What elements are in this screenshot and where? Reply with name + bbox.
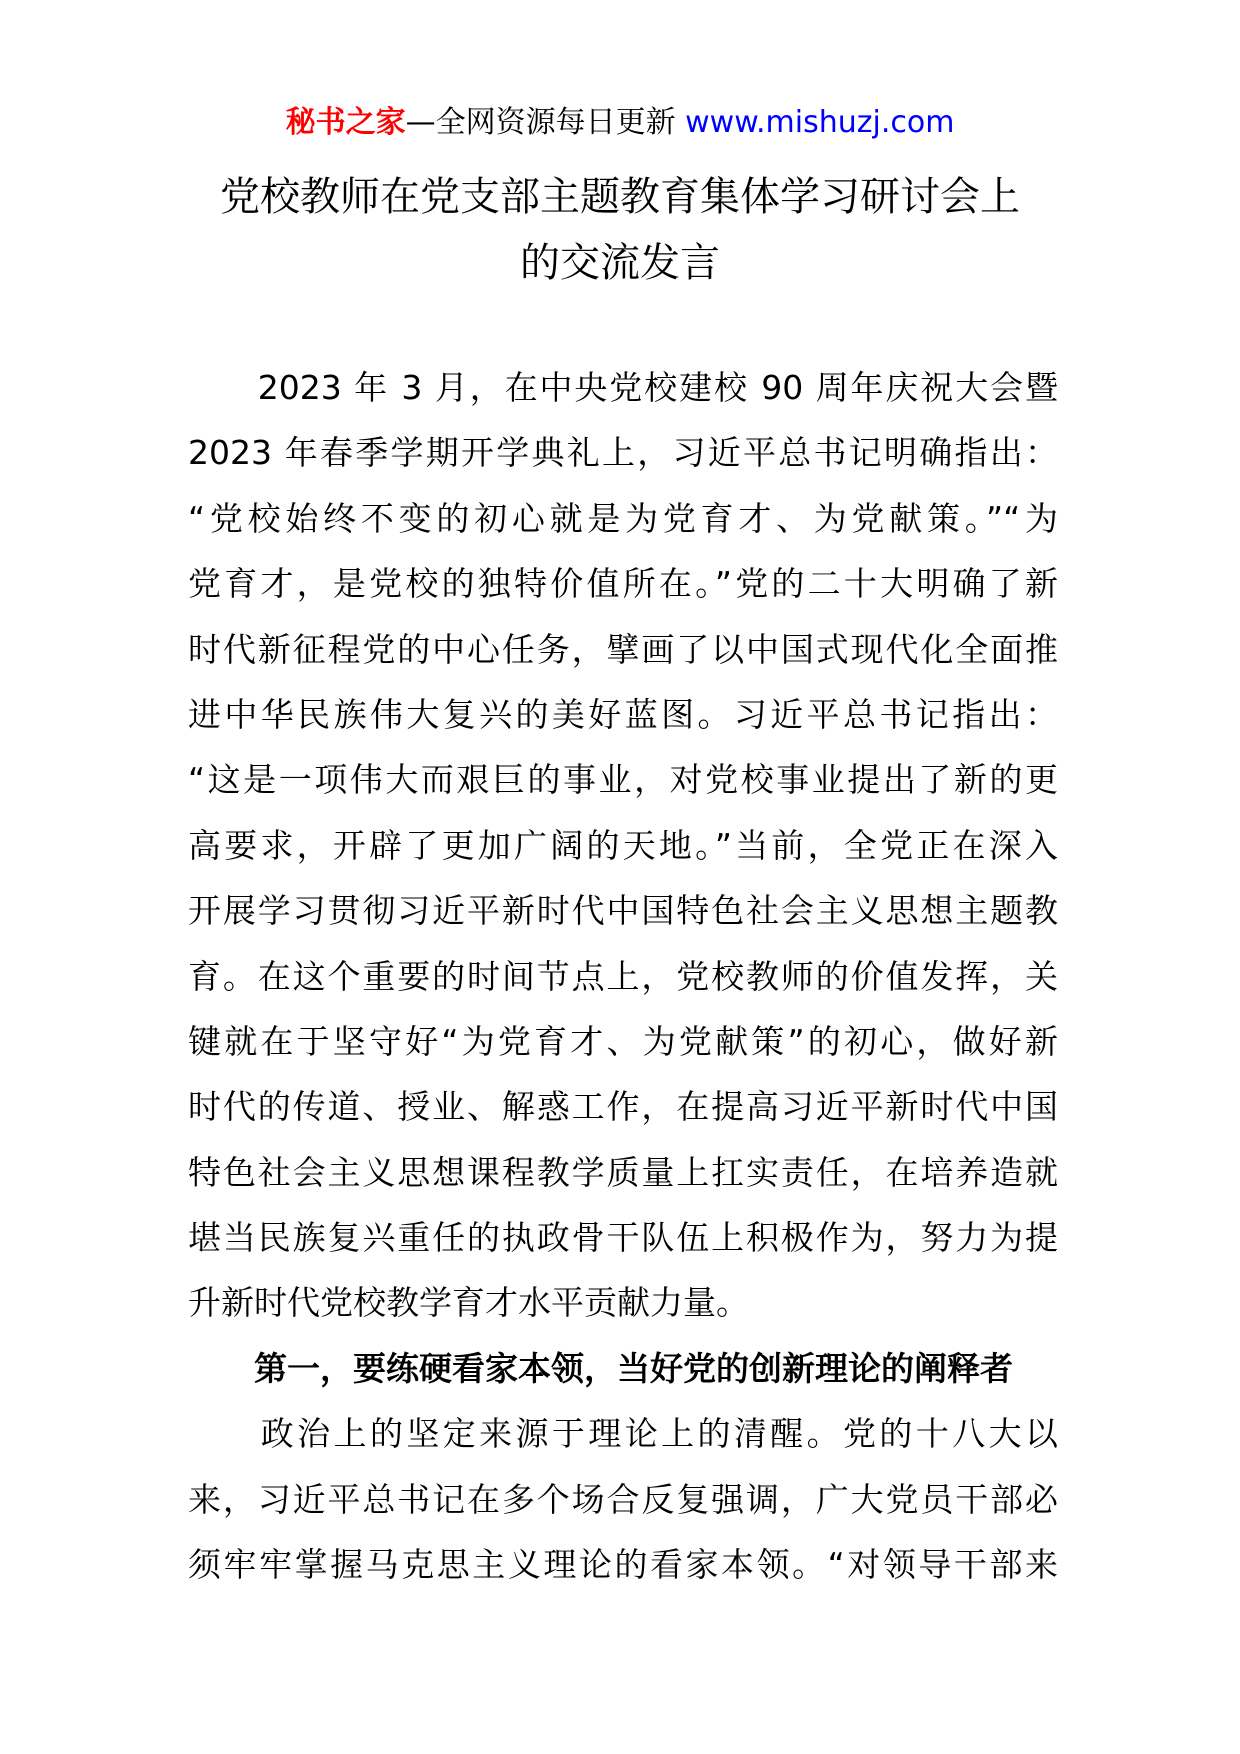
paragraph-line: 党育才，是党校的独特价值所在。”党的二十大明确了新 xyxy=(188,564,1058,604)
paragraph-line: “这是一项伟大而艰巨的事业，对党校事业提出了新的更 xyxy=(188,760,1058,800)
paragraph-line: 升新时代党校教学育才水平贡献力量。 xyxy=(188,1283,749,1323)
paragraph-line: 政治上的坚定来源于理论上的清醒。党的十八大以 xyxy=(188,1414,1058,1454)
brand-name: 秘书之家 xyxy=(285,105,406,140)
paragraph-line: 2023 年春季学期开学典礼上，习近平总书记明确指出： xyxy=(188,433,1058,473)
header-tagline: —全网资源每日更新 xyxy=(405,105,676,140)
paragraph-line: 须牢牢掌握马克思主义理论的看家本领。“对领导干部来 xyxy=(188,1545,1058,1585)
paragraph-line: “党校始终不变的初心就是为党育才、为党献策。”“为 xyxy=(188,498,1058,538)
paragraph-line: 高要求，开辟了更加广阔的天地。”当前，全党正在深入 xyxy=(188,825,1058,865)
section-heading: 第一，要练硬看家本领，当好党的创新理论的阐释者 xyxy=(188,1348,1013,1388)
paragraph-line: 堪当民族复兴重任的执政骨干队伍上积极作为，努力为提 xyxy=(188,1218,1058,1258)
paragraph-line: 育。在这个重要的时间节点上，党校教师的价值发挥，关 xyxy=(188,956,1058,996)
paragraph-line: 来，习近平总书记在多个场合反复强调，广大党员干部必 xyxy=(188,1479,1058,1519)
paragraph-line: 2023 年 3 月，在中央党校建校 90 周年庆祝大会暨 xyxy=(188,368,1058,407)
paragraph-line: 键就在于坚守好“为党育才、为党献策”的初心，做好新 xyxy=(188,1021,1058,1061)
paragraph-line: 特色社会主义思想课程教学质量上扛实责任，在培养造就 xyxy=(188,1152,1058,1192)
paragraph-line: 时代的传道、授业、解惑工作，在提高习近平新时代中国 xyxy=(188,1087,1058,1127)
document-title xyxy=(170,164,1070,296)
paragraph-line: 时代新征程党的中心任务，擘画了以中国式现代化全面推 xyxy=(188,629,1058,669)
title-line-1: 党校教师在党支部主题教育集体学习研讨会上 xyxy=(220,174,1020,220)
title-line-2: 的交流发言 xyxy=(520,240,720,286)
site-header xyxy=(0,100,1240,146)
paragraph-line: 开展学习贯彻习近平新时代中国特色社会主义思想主题教 xyxy=(188,891,1058,931)
paragraph-line: 进中华民族伟大复兴的美好蓝图。习近平总书记指出： xyxy=(188,694,1058,734)
site-url-link[interactable]: www.mishuzj.com xyxy=(685,105,955,140)
document-body xyxy=(188,355,1058,1597)
